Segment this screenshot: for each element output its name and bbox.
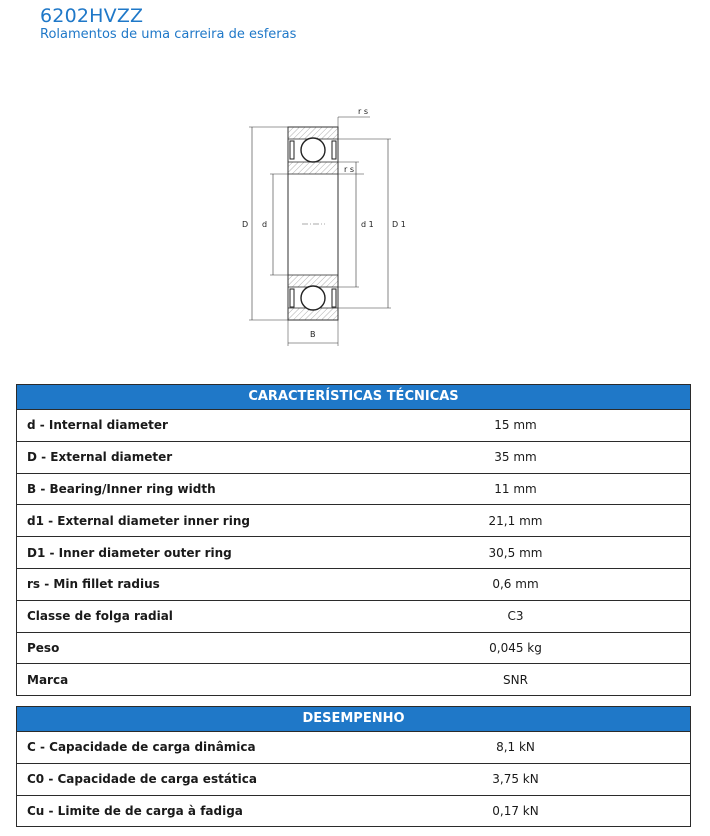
row-value: 0,17 kN <box>492 803 539 818</box>
row-value: 30,5 mm <box>488 545 543 560</box>
table-row <box>17 504 690 536</box>
row-value: C3 <box>507 609 524 624</box>
row-label: Classe de folga radial <box>27 609 173 624</box>
row-value: 35 mm <box>494 450 537 465</box>
table-row <box>17 568 690 600</box>
row-value: 15 mm <box>494 418 537 433</box>
label-B: B <box>310 330 316 339</box>
row-label: Marca <box>27 672 69 687</box>
row-value: 3,75 kN <box>492 772 539 787</box>
table-row <box>17 763 690 795</box>
row-label: Cu - Limite de de carga à fadiga <box>27 803 243 818</box>
seal-left-top <box>290 141 294 159</box>
row-value: 0,045 kg <box>489 640 542 655</box>
table-row <box>17 409 690 441</box>
label-d: d <box>262 220 268 229</box>
inner-ring-top <box>288 162 338 174</box>
row-value: 11 mm <box>494 481 537 496</box>
table-row <box>17 600 690 632</box>
row-label: B - Bearing/Inner ring width <box>27 481 216 496</box>
row-label: C0 - Capacidade de carga estática <box>27 772 257 787</box>
outer-ring-top <box>288 127 338 139</box>
row-label: Peso <box>27 640 60 655</box>
table-row <box>17 632 690 664</box>
label-D1: D 1 <box>392 220 406 229</box>
row-label: rs - Min fillet radius <box>27 577 160 592</box>
label-D: D <box>242 220 249 229</box>
bearing-drawing <box>230 100 430 350</box>
label-rs-side: r s <box>344 165 354 174</box>
label-rs-top: r s <box>358 107 368 116</box>
row-value: 0,6 mm <box>492 577 539 592</box>
table-row <box>17 663 690 695</box>
product-subtitle: Rolamentos de uma carreira de esferas <box>40 27 297 42</box>
table-row <box>17 473 690 505</box>
performance-table <box>16 706 691 827</box>
seal-right-top <box>332 141 336 159</box>
table-row <box>17 795 690 827</box>
row-label: D1 - Inner diameter outer ring <box>27 545 232 560</box>
row-label: d1 - External diameter inner ring <box>27 513 250 528</box>
ball-top <box>301 138 325 162</box>
table-row <box>17 441 690 473</box>
technical-characteristics-table <box>16 384 691 696</box>
table-row <box>17 731 690 763</box>
performance-heading: DESEMPENHO <box>17 707 690 731</box>
row-label: D - External diameter <box>27 450 173 465</box>
row-label: d - Internal diameter <box>27 418 168 433</box>
inner-ring-bottom <box>288 275 338 287</box>
product-title: 6202HVZZ <box>40 5 144 27</box>
seal-left-bottom <box>290 289 294 307</box>
row-value: 8,1 kN <box>496 740 535 755</box>
technical-characteristics-heading: CARACTERÍSTICAS TÉCNICAS <box>17 385 690 409</box>
bearing-cross-section-diagram <box>230 100 430 350</box>
ball-bottom <box>301 286 325 310</box>
seal-right-bottom <box>332 289 336 307</box>
row-label: C - Capacidade de carga dinâmica <box>27 740 256 755</box>
row-value: SNR <box>503 672 528 687</box>
table-row <box>17 536 690 568</box>
row-value: 21,1 mm <box>488 513 543 528</box>
label-d1: d 1 <box>361 220 374 229</box>
